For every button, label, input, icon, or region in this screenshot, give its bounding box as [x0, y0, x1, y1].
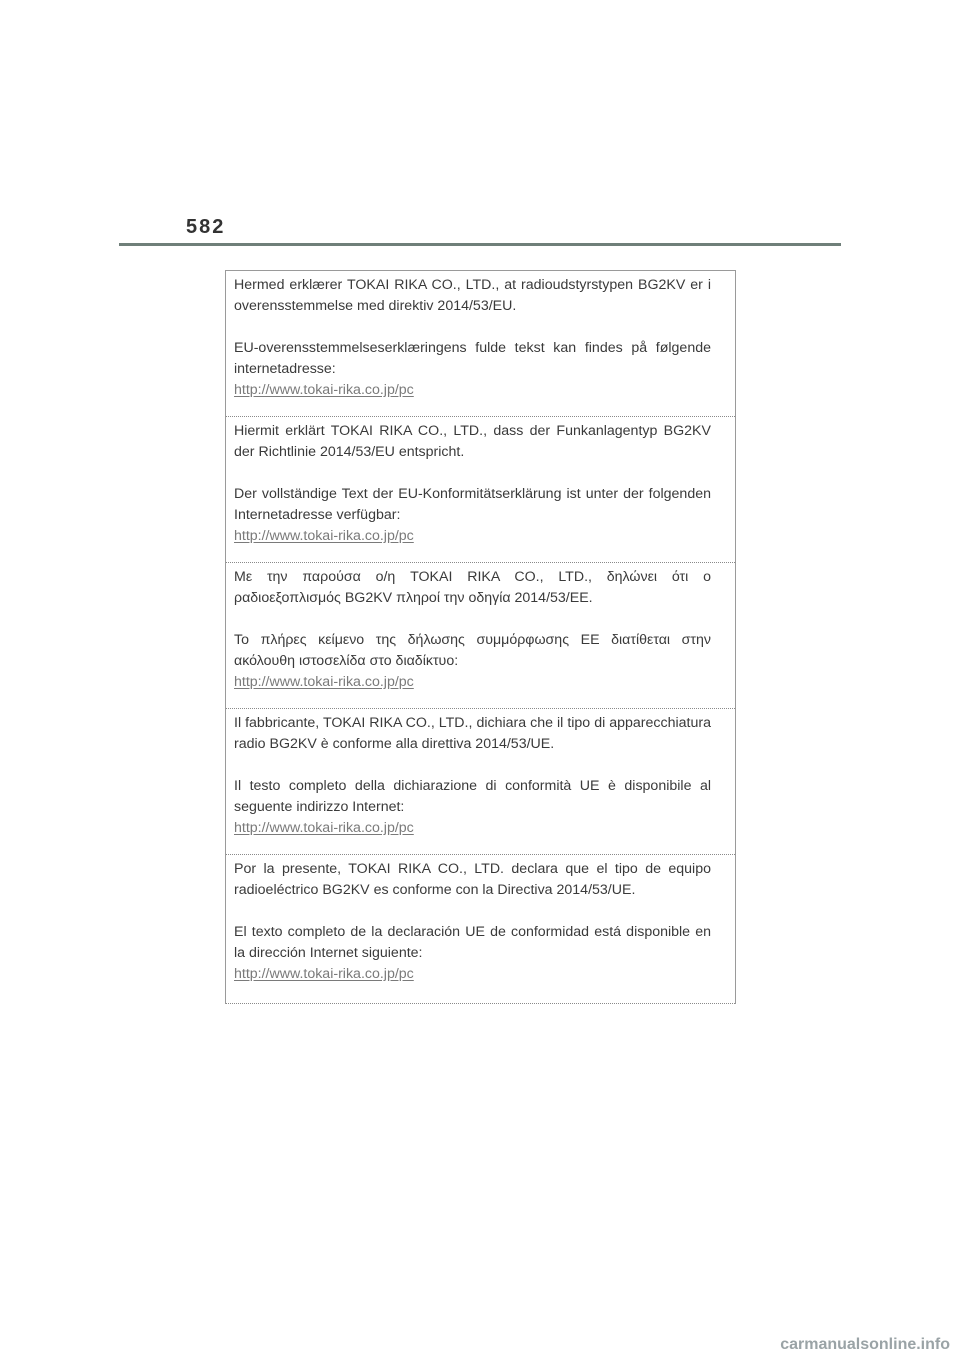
declarations-table	[225, 270, 736, 1004]
declaration-link[interactable]: http://www.tokai-rika.co.jp/pc	[234, 674, 414, 690]
declaration-availability: Il testo completo della dichiarazione di conformità UE è disponibile al seguente indirizzo Internet:	[234, 778, 711, 815]
declaration-link[interactable]: http://www.tokai-rika.co.jp/pc	[234, 528, 414, 544]
declaration-availability: EU-overensstemmelseserklæringens fulde tekst kan findes på følgende internetadresse:	[234, 340, 711, 377]
declaration-statement: Por la presente, TOKAI RIKA CO., LTD. declara que el tipo de equipo radioeléctrico BG2KV es conforme con la Directiva 2014/53/UE.	[234, 861, 711, 898]
declaration-section-spanish	[226, 855, 735, 1004]
declaration-availability: Der vollständige Text der EU-Konformitätserklärung ist unter der folgenden Internetadresse verfügbar:	[234, 486, 711, 523]
page-number: 582	[186, 216, 226, 238]
header-rule	[119, 243, 841, 246]
declaration-link[interactable]: http://www.tokai-rika.co.jp/pc	[234, 820, 414, 836]
declaration-link[interactable]: http://www.tokai-rika.co.jp/pc	[234, 382, 414, 398]
declaration-availability: El texto completo de la declaración UE de conformidad está disponible en la dirección Internet siguiente:	[234, 924, 711, 961]
declaration-statement: Hiermit erklärt TOKAI RIKA CO., LTD., dass der Funkanlagentyp BG2KV der Richtlinie 2014/53/EU entspricht.	[234, 423, 711, 460]
declaration-statement: Il fabbricante, TOKAI RIKA CO., LTD., dichiara che il tipo di apparecchiatura radio BG2KV è conforme alla direttiva 2014/53/UE.	[234, 715, 711, 752]
declaration-availability: Το πλήρες κείμενο της δήλωσης συμμόρφωσης ΕΕ διατίθεται στην ακόλουθη ιστοσελίδα στο διαδίκτυο:	[234, 632, 711, 669]
declaration-section-greek	[226, 563, 735, 709]
declaration-statement: Με την παρούσα ο/η TOKAI RIKA CO., LTD., δηλώνει ότι ο ραδιοεξοπλισμός BG2KV πληροί την οδηγία 2014/53/ΕΕ.	[234, 569, 711, 606]
declaration-section-german	[226, 417, 735, 563]
watermark-logo: carmanualsonline.info	[780, 1336, 950, 1353]
declaration-statement: Hermed erklærer TOKAI RIKA CO., LTD., at radioudstyrstypen BG2KV er i overensstemmelse med direktiv 2014/53/EU.	[234, 277, 711, 314]
declaration-section-danish	[226, 271, 735, 417]
declaration-section-italian	[226, 709, 735, 855]
declaration-link[interactable]: http://www.tokai-rika.co.jp/pc	[234, 966, 414, 982]
